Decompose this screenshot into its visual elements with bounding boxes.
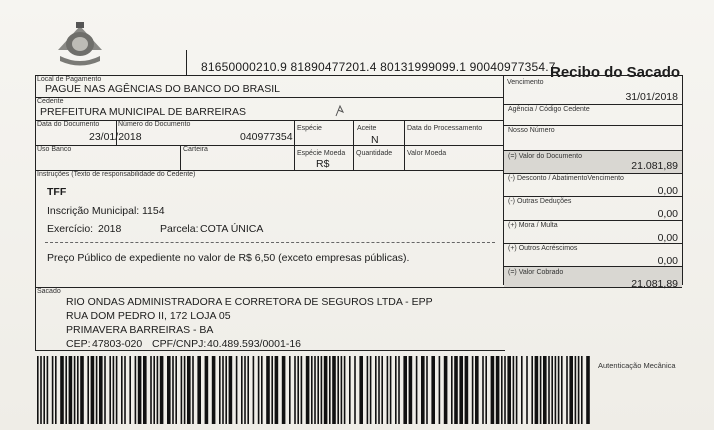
cep-label: CEP: bbox=[66, 338, 91, 350]
outras-deducoes-value: 0,00 bbox=[657, 208, 678, 220]
autenticacao-label: Autenticação Mecânica bbox=[598, 361, 676, 370]
sacado-address: RUA DOM PEDRO II, 172 LOJA 05 bbox=[66, 310, 231, 322]
nosso-numero-label: Nosso Número bbox=[508, 127, 555, 134]
data-documento-value: 23/01/2018 bbox=[89, 131, 142, 143]
mora-multa-value: 0,00 bbox=[657, 232, 678, 244]
vencimento-value: 31/01/2018 bbox=[625, 91, 678, 103]
inscricao-value: 1154 bbox=[142, 205, 165, 217]
desconto-value: 0,00 bbox=[657, 185, 678, 197]
pen-mark-icon bbox=[334, 104, 346, 118]
local-pagamento-value: PAGUE NAS AGÊNCIAS DO BANCO DO BRASIL bbox=[45, 83, 280, 95]
outros-acrescimos-label: (+) Outros Acréscimos bbox=[508, 245, 578, 252]
exercicio-value: 2018 bbox=[98, 223, 122, 235]
local-pagamento-label: Local de Pagamento bbox=[37, 76, 102, 83]
data-processamento-label: Data do Processamento bbox=[407, 125, 483, 132]
quantidade-label: Quantidade bbox=[356, 150, 393, 157]
agencia-label: Agência / Código Cedente bbox=[508, 106, 590, 113]
sacado-name: RIO ONDAS ADMINISTRADORA E CORRETORA DE SEGUROS LTDA - EPP bbox=[66, 296, 433, 308]
numero-documento-label: Número do Documento bbox=[118, 121, 191, 128]
especie-moeda-label: Espécie Moeda bbox=[297, 150, 346, 157]
preco-publico-note: Preço Público de expediente no valor de R$ 6,50 (exceto empresas públicas). bbox=[47, 252, 410, 264]
sacado-label: Sacado bbox=[37, 288, 61, 295]
mora-multa-label: (+) Mora / Multa bbox=[508, 222, 558, 229]
especie-moeda-value: R$ bbox=[316, 158, 330, 170]
cedente-label: Cedente bbox=[37, 98, 64, 105]
barcode-graphic bbox=[37, 356, 590, 424]
desconto-label: (-) Desconto / AbatimentoVencimento bbox=[508, 175, 624, 182]
especie-label: Espécie bbox=[297, 125, 322, 132]
data-documento-label: Data do Documento bbox=[37, 121, 100, 128]
instrucoes-label: Instruções (Texto de responsabilidade do Cedente) bbox=[37, 171, 196, 178]
cep-value: 47803-020 bbox=[92, 338, 143, 350]
inscricao-label: Inscrição Municipal: bbox=[47, 205, 140, 217]
exercicio-label: Exercício: bbox=[47, 223, 94, 235]
outros-acrescimos-value: 0,00 bbox=[657, 255, 678, 267]
coat-of-arms-logo bbox=[50, 20, 110, 68]
outras-deducoes-label: (-) Outras Deduções bbox=[508, 198, 572, 205]
digitable-line: 81650000210.9 81890477201.4 80131999099.1 90040977354.7 bbox=[201, 60, 556, 74]
valor-cobrado-label: (=) Valor Cobrado bbox=[508, 269, 564, 276]
valor-documento-label: (=) Valor do Documento bbox=[508, 153, 582, 160]
valor-moeda-label: Valor Moeda bbox=[407, 150, 447, 157]
parcela-label: Parcela: bbox=[160, 223, 199, 235]
valor-documento-value: 21.081,89 bbox=[631, 160, 678, 172]
numero-documento-value: 040977354 bbox=[240, 131, 293, 143]
aceite-label: Aceite bbox=[357, 125, 377, 132]
cnpj-value: 40.489.593/0001-16 bbox=[207, 338, 302, 350]
vencimento-label: Vencimento bbox=[507, 79, 544, 86]
receipt-title: Recibo do Sacado bbox=[550, 64, 681, 81]
aceite-value: N bbox=[371, 134, 379, 146]
uso-banco-label: Uso Banco bbox=[37, 146, 72, 153]
parcela-value: COTA ÚNICA bbox=[200, 223, 264, 235]
carteira-label: Carteira bbox=[183, 146, 208, 153]
valor-cobrado-value: 21.081,89 bbox=[631, 278, 678, 290]
cedente-value: PREFEITURA MUNICIPAL DE BARREIRAS bbox=[40, 106, 246, 118]
cnpj-label: CPF/CNPJ: bbox=[152, 338, 207, 350]
tax-code: TFF bbox=[47, 186, 67, 198]
sacado-city: PRIMAVERA BARREIRAS - BA bbox=[66, 324, 214, 336]
